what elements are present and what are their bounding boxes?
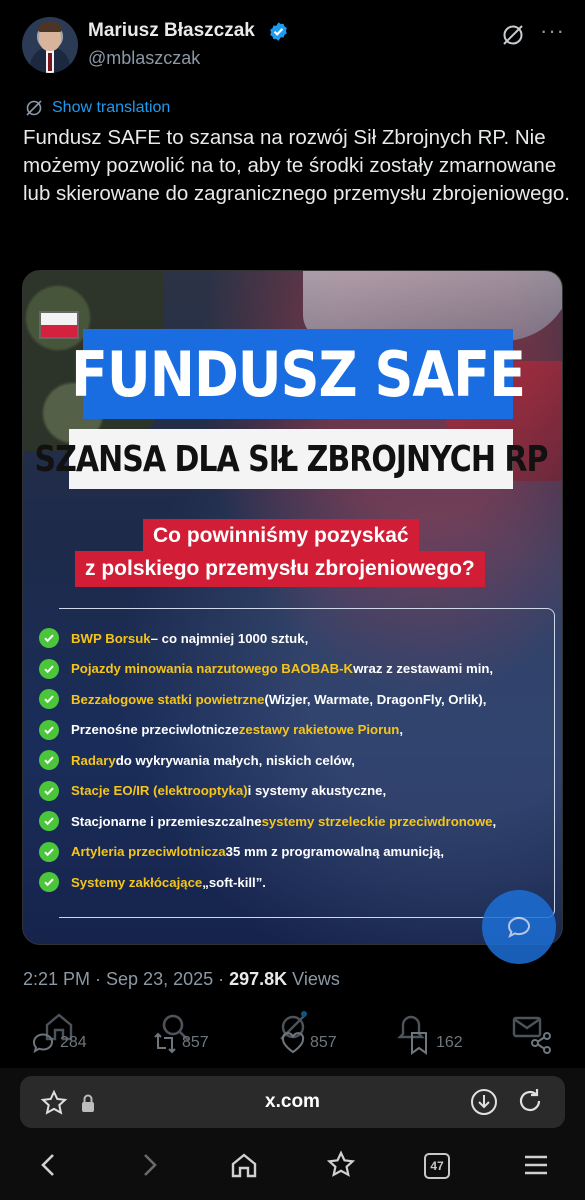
list-item: Systemy zakłócające „soft-kill”. <box>39 867 559 898</box>
share-icon <box>528 1030 554 1056</box>
list-item: Artyleria przeciwlotnicza 35 mm z programowalną amunicją, <box>39 837 559 868</box>
checkmark-icon <box>39 720 59 740</box>
list-item: BWP Borsuk – co najmniej 1000 sztuk, <box>39 623 559 654</box>
tabs-button[interactable]: 47 <box>424 1153 450 1179</box>
checkmark-icon <box>39 659 59 679</box>
image-subtitle: SZANSA DLA SIŁ ZBROJNYCH RP <box>69 429 513 489</box>
tweet-text: Fundusz SAFE to szansa na rozwój Sił Zbrojnych RP. Nie możemy pozwolić na to, aby te środki zostały zmarnowane lub skierowane do zagranicznego przemysłu zbrojeniowego. <box>23 126 570 205</box>
list-item: Radary do wykrywania małych, niskich celów, <box>39 745 559 776</box>
list-item: Stacje EO/IR (elektrooptyka) i systemy akustyczne, <box>39 776 559 807</box>
list-item: Przenośne przeciwlotnicze zestawy rakietowe Piorun , <box>39 715 559 746</box>
like-button[interactable]: 857 <box>280 1030 337 1056</box>
tweet-header <box>0 0 585 90</box>
checkmark-icon <box>39 628 59 648</box>
grok-icon[interactable] <box>500 22 526 48</box>
tweet-meta: 2:21 PM · Sep 23, 2025 · 297.8K Views <box>23 969 340 989</box>
download-icon[interactable] <box>470 1088 498 1116</box>
compose-fab[interactable] <box>482 890 556 964</box>
forward-icon[interactable] <box>134 1150 164 1180</box>
reply-icon <box>30 1030 56 1056</box>
bookmark-icon <box>406 1030 432 1056</box>
views-count: 297.8K <box>229 969 288 989</box>
avatar[interactable] <box>22 17 78 73</box>
checkmark-icon <box>39 842 59 862</box>
home-browser-icon[interactable] <box>229 1150 259 1180</box>
repost-icon <box>152 1030 178 1056</box>
menu-icon[interactable] <box>521 1150 551 1180</box>
list-item: Bezzałogowe statki powietrzne (Wizjer, Warmate, DragonFly, Orlik), <box>39 684 559 715</box>
author-handle[interactable]: @mblaszczak <box>88 48 201 68</box>
repost-button[interactable]: 857 <box>152 1030 209 1056</box>
heart-icon <box>280 1030 306 1056</box>
grok-translate-icon <box>24 98 44 118</box>
question-line-2: z polskiego przemysłu zbrojeniowego? <box>75 551 485 587</box>
checkmark-icon <box>39 872 59 892</box>
polish-flag-patch <box>39 311 79 339</box>
chat-bubble-icon <box>504 912 534 942</box>
list-item: Stacjonarne i przemieszczalne systemy strzeleckie przeciwdronowe , <box>39 806 559 837</box>
share-button[interactable] <box>528 1030 558 1056</box>
verified-badge-icon <box>268 21 289 42</box>
procurement-list <box>39 623 559 898</box>
reload-icon[interactable] <box>516 1087 544 1115</box>
list-item: Pojazdy minowania narzutowego BAOBAB-K wraz z zestawami min, <box>39 654 559 685</box>
image-title: FUNDUSZ SAFE <box>83 329 513 419</box>
checkmark-icon <box>39 750 59 770</box>
back-icon[interactable] <box>34 1150 64 1180</box>
checkmark-icon <box>39 811 59 831</box>
author-name[interactable]: Mariusz Błaszczak <box>88 20 255 41</box>
show-translation-link[interactable]: Show translation <box>24 97 170 119</box>
more-options-icon[interactable]: ··· <box>540 18 565 43</box>
bookmark-button[interactable]: 162 <box>406 1030 463 1056</box>
tweet-image[interactable] <box>22 270 563 945</box>
url-text[interactable]: x.com <box>265 1091 320 1112</box>
checkmark-icon <box>39 781 59 801</box>
checkmark-icon <box>39 689 59 709</box>
question-line-1: Co powinniśmy pozyskać <box>143 519 419 553</box>
favorites-star-icon[interactable] <box>326 1150 356 1180</box>
reply-button[interactable]: 284 <box>30 1030 87 1056</box>
